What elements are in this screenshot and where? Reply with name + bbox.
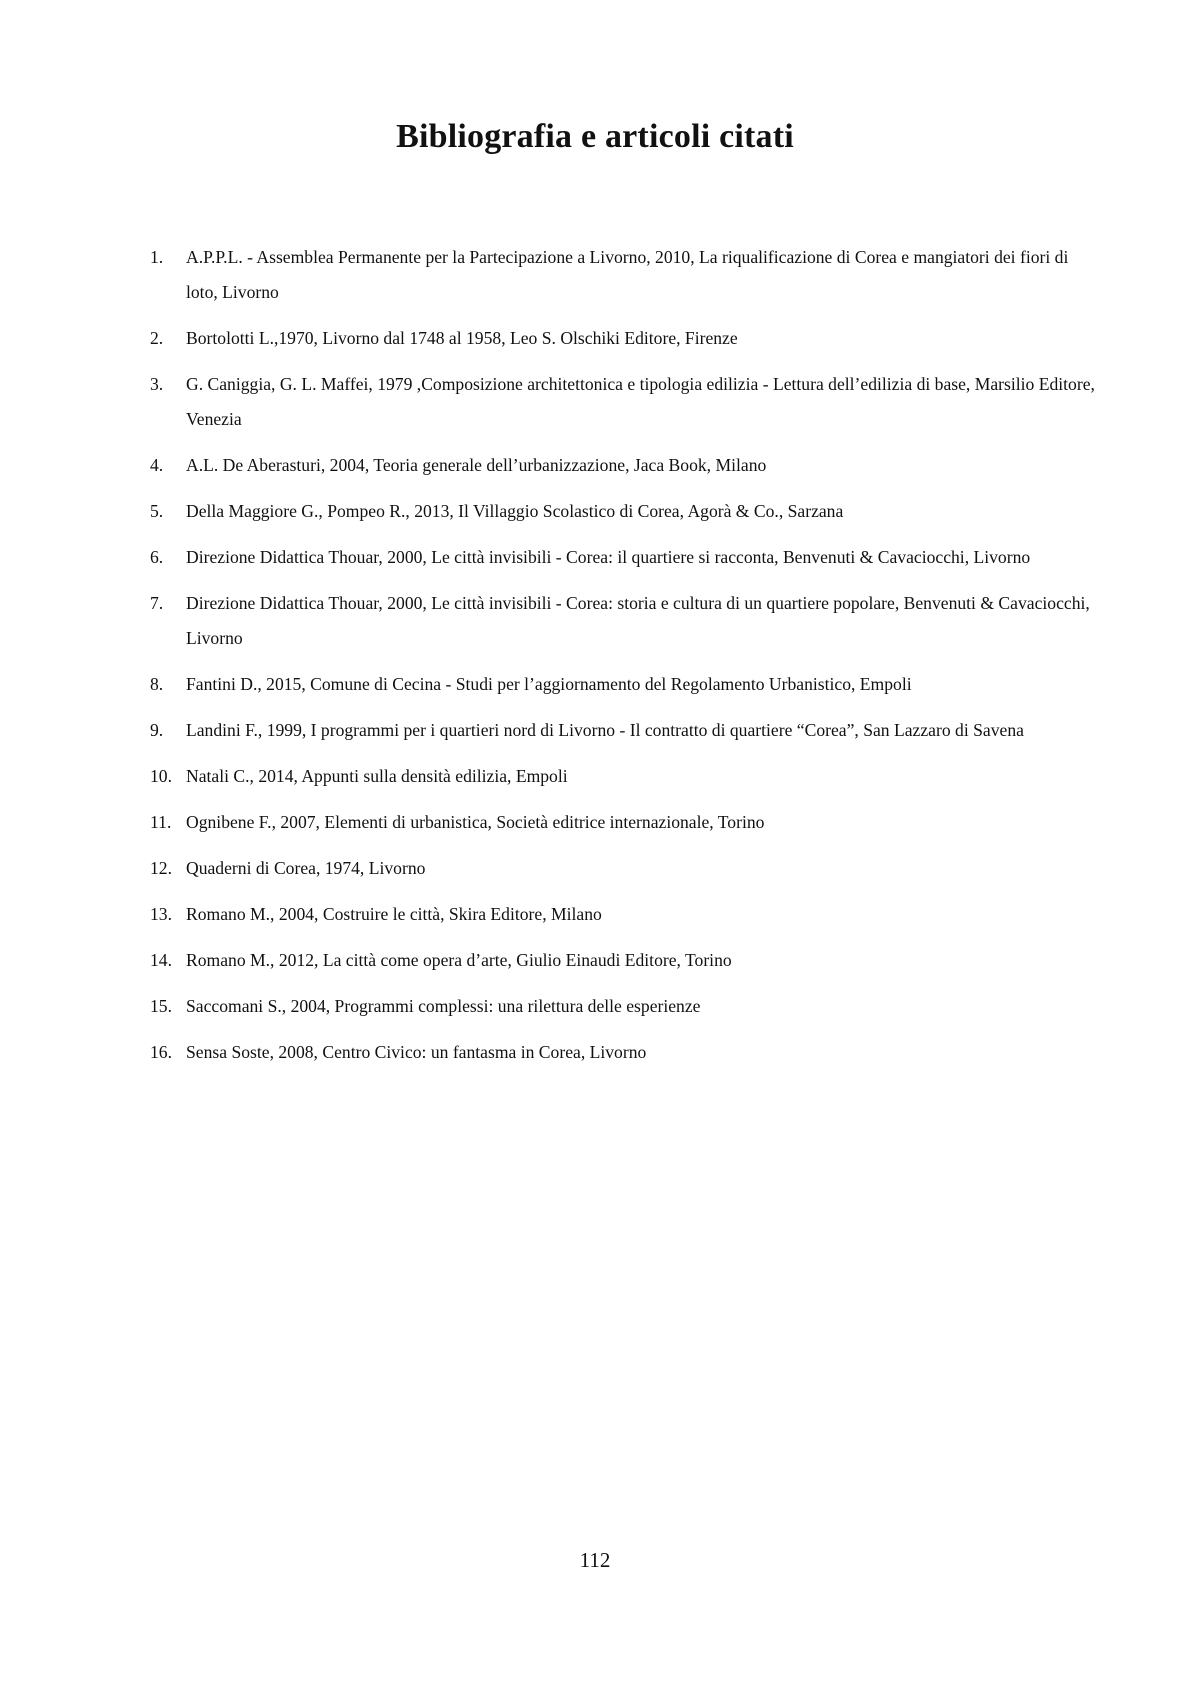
bibliography-entry — [150, 448, 1100, 483]
bibliography-entry — [150, 240, 1100, 310]
bibliography-entry — [150, 667, 1100, 702]
entry-number: 1. — [150, 247, 164, 267]
entry-number: 2. — [150, 328, 164, 348]
entry-text: Natali C., 2014, Appunti sulla densità edilizia, Empoli — [186, 766, 568, 786]
bibliography-entry — [150, 759, 1100, 794]
bibliography-entry — [150, 494, 1100, 529]
entry-text: G. Caniggia, G. L. Maffei, 1979 ,Composizione architettonica e tipologia edilizia - Lettura dell’edilizia di base, Marsilio Editore, Venezia — [186, 374, 1095, 429]
bibliography-entry — [150, 367, 1100, 437]
bibliography-entry — [150, 713, 1100, 748]
bibliography-entry — [150, 321, 1100, 356]
entry-number: 12. — [150, 858, 172, 878]
entry-text: Sensa Soste, 2008, Centro Civico: un fantasma in Corea, Livorno — [186, 1042, 647, 1062]
entry-text: Quaderni di Corea, 1974, Livorno — [186, 858, 426, 878]
bibliography-entry — [150, 851, 1100, 886]
bibliography-entry — [150, 586, 1100, 656]
entry-text: Fantini D., 2015, Comune di Cecina - Studi per l’aggiornamento del Regolamento Urbanistico, Empoli — [186, 674, 912, 694]
entry-text: Romano M., 2004, Costruire le città, Skira Editore, Milano — [186, 904, 602, 924]
entry-number: 4. — [150, 455, 164, 475]
bibliography-entry — [150, 989, 1100, 1024]
bibliography-entry — [150, 943, 1100, 978]
entry-text: Della Maggiore G., Pompeo R., 2013, Il Villaggio Scolastico di Corea, Agorà & Co., Sarzana — [186, 501, 844, 521]
entry-text: Saccomani S., 2004, Programmi complessi: una rilettura delle esperienze — [186, 996, 701, 1016]
entry-number: 7. — [150, 593, 164, 613]
page-number: 112 — [579, 1548, 611, 1572]
entry-number: 3. — [150, 374, 164, 394]
entry-number: 11. — [150, 812, 172, 832]
bibliography-entry — [150, 897, 1100, 932]
bibliography-entry — [150, 540, 1100, 575]
entry-text: Bortolotti L.,1970, Livorno dal 1748 al 1958, Leo S. Olschiki Editore, Firenze — [186, 328, 738, 348]
bibliography-entry — [150, 805, 1100, 840]
entry-number: 14. — [150, 950, 172, 970]
entry-text: Landini F., 1999, I programmi per i quartieri nord di Livorno - Il contratto di quartiere “Corea”, San Lazzaro di Savena — [186, 720, 1024, 740]
entry-number: 6. — [150, 547, 164, 567]
entry-text: Romano M., 2012, La città come opera d’arte, Giulio Einaudi Editore, Torino — [186, 950, 732, 970]
entry-number: 15. — [150, 996, 172, 1016]
entry-number: 5. — [150, 501, 164, 521]
entry-text: Direzione Didattica Thouar, 2000, Le città invisibili - Corea: storia e cultura di un quartiere popolare, Benvenuti & Cavaciocchi, Livorno — [186, 593, 1090, 648]
entry-text: A.P.P.L. - Assemblea Permanente per la Partecipazione a Livorno, 2010, La riqualificazione di Corea e mangiatori dei fiori di loto, Livorno — [186, 247, 1069, 302]
entry-number: 10. — [150, 766, 172, 786]
entry-number: 13. — [150, 904, 172, 924]
entry-text: Ognibene F., 2007, Elementi di urbanistica, Società editrice internazionale, Torino — [186, 812, 765, 832]
bibliography-entry — [150, 1035, 1100, 1070]
entry-text: Direzione Didattica Thouar, 2000, Le città invisibili - Corea: il quartiere si racconta, Benvenuti & Cavaciocchi, Livorno — [186, 547, 1031, 567]
page-title: Bibliografia e articoli citati — [396, 118, 794, 155]
entry-text: A.L. De Aberasturi, 2004, Teoria generale dell’urbanizzazione, Jaca Book, Milano — [186, 455, 767, 475]
bibliography-list — [150, 240, 1100, 1081]
entry-number: 9. — [150, 720, 164, 740]
entry-number: 16. — [150, 1042, 172, 1062]
entry-number: 8. — [150, 674, 164, 694]
